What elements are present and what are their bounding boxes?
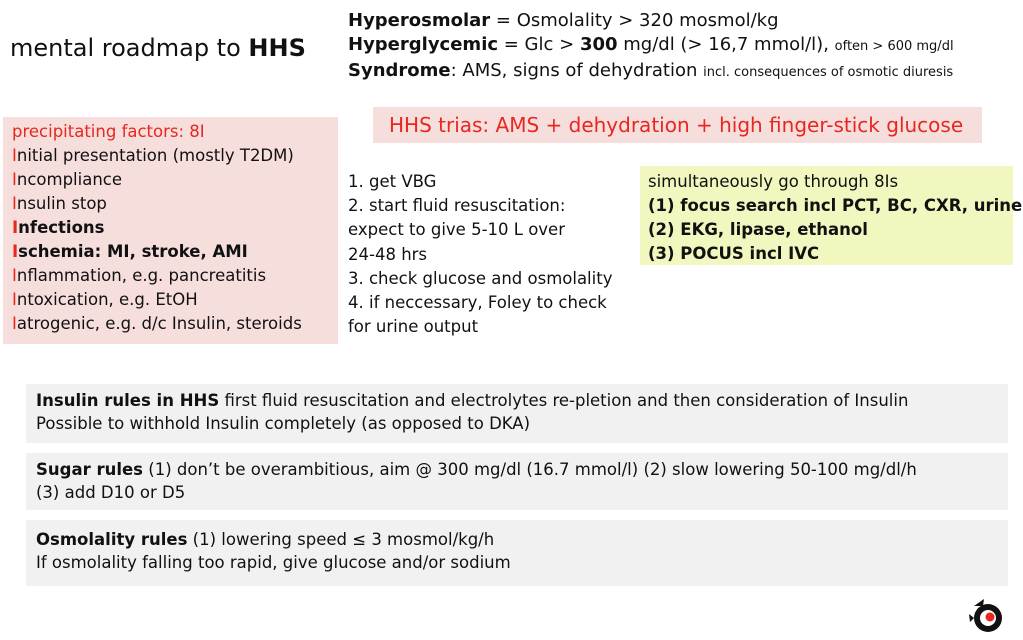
factor-text: nitial presentation (mostly T2DM) (16, 146, 294, 165)
factors-header: precipitating factors: 8I (12, 122, 205, 141)
factor-text: nfections (18, 218, 105, 237)
factor-item (12, 288, 338, 312)
factor-text: ncompliance (16, 170, 123, 189)
simultaneous-workup-box (640, 166, 1023, 265)
definitions (348, 9, 954, 85)
definition-term: Syndrome (348, 60, 451, 81)
management-steps (348, 170, 612, 339)
factor-item (12, 144, 338, 168)
factor-letter: I (12, 194, 17, 213)
factor-text: ntoxication, e.g. EtOH (16, 290, 198, 309)
step-line: expect to give 5-10 L over (348, 220, 565, 240)
trias-text: HHS trias: AMS + dehydration + high finger-stick glucose (389, 113, 964, 137)
precipitating-factors-box (3, 117, 338, 344)
definition-note: often > 600 mg/dl (834, 39, 954, 54)
definition-text: : AMS, signs of dehydration (450, 60, 704, 81)
step-line: 3. check glucose and osmolality (348, 268, 613, 288)
step-line: 4. if neccessary, Foley to check (348, 293, 607, 313)
rule-title: Insulin rules in HHS (36, 391, 220, 410)
brand-logo-icon (968, 596, 1008, 636)
factor-item (12, 216, 338, 240)
factor-letter: I (12, 266, 17, 285)
rule-line (36, 458, 1008, 481)
factor-letter: I (12, 242, 19, 261)
definition-text: = Osmolality > 320 mosmol/kg (490, 10, 779, 31)
factor-letter: I (12, 218, 19, 237)
definition-hyperosmolar (348, 9, 954, 33)
definition-note: incl. consequences of osmotic diuresis (703, 65, 954, 80)
factor-text: atrogenic, e.g. d/c Insulin, steroids (16, 314, 302, 333)
definition-term: Hyperglycemic (348, 34, 499, 55)
factor-letter: I (12, 146, 17, 165)
simultaneous-item: (1) focus search incl PCT, BC, CXR, urine (648, 196, 1023, 215)
step-line: 24-48 hrs (348, 244, 428, 264)
factor-text: nflammation, e.g. pancreatitis (16, 266, 267, 285)
definition-hyperglycemic (348, 33, 954, 59)
step-line: for urine output (348, 317, 479, 337)
rule-line (36, 528, 1008, 551)
sugar-rules-box (26, 453, 1008, 510)
step-line: 1. get VBG (348, 172, 437, 191)
rule-text: first fluid resuscitation and electrolytes re-pletion and then consideration of Insulin (219, 391, 909, 410)
osmolality-rules-box (26, 520, 1008, 586)
definition-emphasis: 300 (579, 34, 618, 55)
factor-letter: I (12, 314, 17, 333)
rule-title: Osmolality rules (36, 530, 188, 549)
rule-text: (1) lowering speed ≤ 3 mosmol/kg/h (187, 530, 495, 549)
factor-text: nsulin stop (16, 194, 107, 213)
rule-title: Sugar rules (36, 460, 144, 479)
page-title (10, 34, 306, 62)
rule-text: (1) don’t be overambitious, aim @ 300 mg/dl (16.7 mmol/l) (2) slow lowering 50-100 mg/dl/h (143, 460, 917, 479)
definition-text: mg/dl (> 16,7 mmol/l), (617, 34, 835, 55)
factor-text: schemia: MI, stroke, AMI (18, 242, 248, 261)
title-prefix: mental roadmap to (10, 34, 249, 62)
factor-item (12, 192, 338, 216)
step-line: 2. start fluid resuscitation: (348, 196, 566, 216)
definition-text: = Glc > (498, 34, 580, 55)
definition-term: Hyperosmolar (348, 10, 491, 31)
brand-logo-icon (968, 596, 1008, 636)
rule-line: Possible to withhold Insulin completely (as opposed to DKA) (36, 414, 531, 433)
title-highlight: HHS (248, 34, 306, 62)
factor-item (12, 312, 338, 336)
simultaneous-item: (2) EKG, lipase, ethanol (648, 220, 868, 239)
factor-item (12, 168, 338, 192)
simultaneous-header: simultaneously go through 8Is (648, 172, 899, 191)
rule-line: (3) add D10 or D5 (36, 483, 186, 502)
definition-syndrome (348, 59, 954, 85)
trias-box (373, 107, 982, 143)
rule-line (36, 389, 1008, 412)
factor-letter: I (12, 170, 17, 189)
insulin-rules-box (26, 384, 1008, 443)
rule-line: If osmolality falling too rapid, give glucose and/or sodium (36, 553, 511, 572)
factor-letter: I (12, 290, 17, 309)
simultaneous-item: (3) POCUS incl IVC (648, 244, 820, 263)
factor-item (12, 264, 338, 288)
factor-item (12, 240, 338, 264)
